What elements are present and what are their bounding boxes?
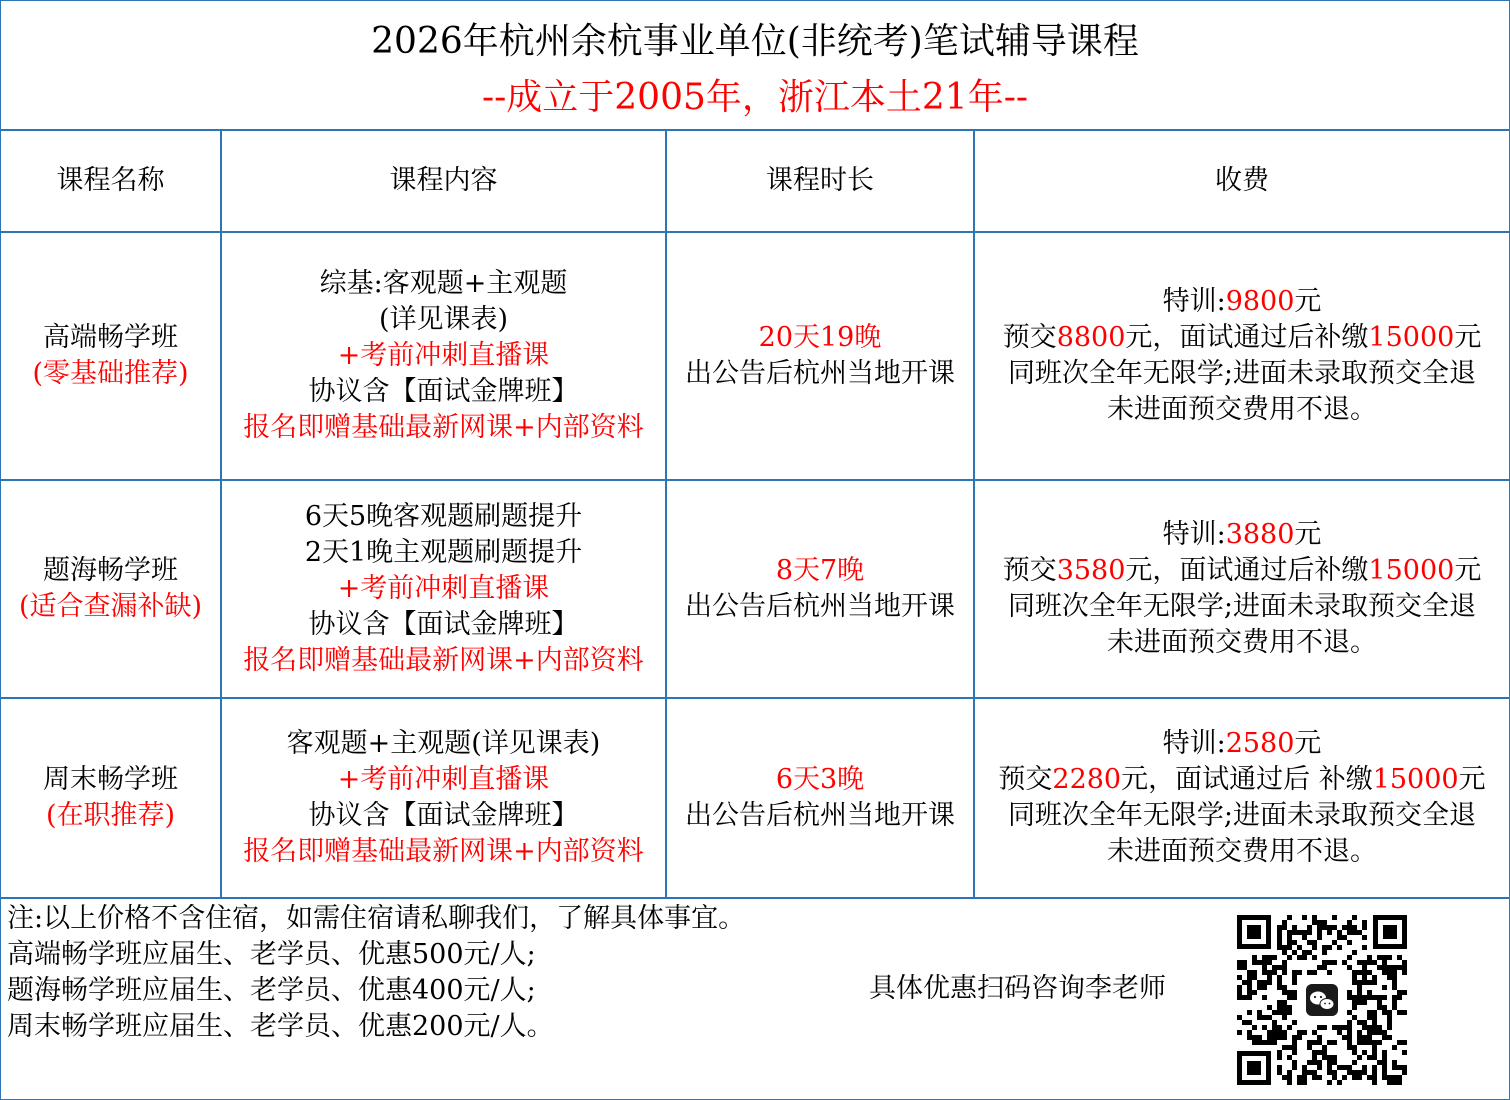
discount-note: 周末畅学班应届生、老学员、优惠200元/人。 (7, 1011, 554, 1042)
fee-unit: 元 (1294, 286, 1322, 317)
course-duration-cell (667, 481, 973, 697)
course-content-cell (222, 481, 665, 697)
prepay-line (1003, 553, 1482, 589)
course-fee-cell (975, 233, 1509, 479)
course-name: 题海畅学班 (43, 555, 178, 586)
course-name: 高端畅学班 (43, 322, 178, 353)
content-line: 报名即赠基础最新网课+内部资料 (243, 836, 644, 867)
refund-line: 同班次全年无限学;进面未录取预交全退 (1007, 591, 1477, 622)
prepay-line (998, 762, 1485, 798)
content-line: 6天5晚客观题刷题提升 (304, 501, 583, 532)
fee-price: 3880 (1225, 519, 1295, 550)
content-line: 报名即赠基础最新网课+内部资料 (243, 645, 644, 676)
fee-unit: 元 (1294, 519, 1322, 550)
divider (1, 897, 1509, 899)
fee-price: 2580 (1225, 728, 1295, 759)
fee-label: 特训: (1162, 519, 1226, 550)
duration: 8天7晚 (775, 555, 865, 586)
prepay-label: 预交 (998, 764, 1053, 795)
fee-label: 特训: (1162, 286, 1226, 317)
extra-price: 15000 (1372, 764, 1459, 795)
extra-unit: 元 (1458, 764, 1486, 795)
course-duration-cell (667, 699, 973, 897)
content-line: +考前冲刺直播课 (337, 764, 550, 795)
course-duration-cell (667, 233, 973, 479)
course-tag: (在职推荐) (45, 800, 176, 831)
duration-note: 出公告后杭州当地开课 (685, 358, 955, 389)
header (1, 1, 1509, 129)
refund-note: 未进面预交费用不退。 (1107, 627, 1377, 658)
refund-line: 同班次全年无限学;进面未录取预交全退 (1007, 800, 1477, 831)
course-name-cell (1, 699, 220, 897)
prepay-line (1003, 320, 1482, 356)
content-line: 客观题+主观题(详见课表) (286, 728, 601, 759)
column-header-content: 课程内容 (389, 165, 498, 196)
fee-label: 特训: (1162, 728, 1226, 759)
prepay-mid: 元，面试通过后 补缴 (1121, 764, 1373, 795)
content-line: 综基:客观题+主观题 (319, 268, 568, 299)
prepay-label: 预交 (1002, 322, 1057, 353)
extra-price: 15000 (1368, 555, 1455, 586)
course-fee-cell (975, 699, 1509, 897)
fee-line (1163, 284, 1322, 320)
prepay-mid: 元，面试通过后补缴 (1125, 555, 1369, 586)
content-line: 协议含【面试金牌班】 (308, 800, 579, 831)
fee-price: 9800 (1225, 286, 1295, 317)
prepay-price: 3580 (1056, 555, 1126, 586)
page-title: 2026年杭州余杭事业单位(非统考)笔试辅导课程 (371, 21, 1139, 62)
column-header-fee: 收费 (1215, 165, 1269, 196)
column-header-name: 课程名称 (56, 165, 165, 196)
course-name: 周末畅学班 (43, 764, 178, 795)
course-tag: (适合查漏补缺) (18, 591, 203, 622)
content-line: (详见课表) (378, 304, 509, 335)
prepay-mid: 元，面试通过后补缴 (1125, 322, 1369, 353)
fee-line (1163, 517, 1322, 553)
duration: 6天3晚 (775, 764, 865, 795)
prepay-price: 2280 (1052, 764, 1122, 795)
course-tag: (零基础推荐) (32, 358, 189, 389)
course-content-cell (222, 699, 665, 897)
content-line: +考前冲刺直播课 (337, 573, 550, 604)
content-line: 2天1晚主观题刷题提升 (304, 537, 583, 568)
refund-note: 未进面预交费用不退。 (1107, 836, 1377, 867)
extra-unit: 元 (1454, 555, 1482, 586)
qr-code[interactable] (1237, 915, 1407, 1085)
accommodation-note: 注:以上价格不含住宿，如需住宿请私聊我们，了解具体事宜。 (7, 903, 746, 934)
duration: 20天19晚 (758, 322, 882, 353)
course-fee-cell (975, 481, 1509, 697)
content-line: 协议含【面试金牌班】 (308, 609, 579, 640)
prepay-price: 8800 (1056, 322, 1126, 353)
content-line: 报名即赠基础最新网课+内部资料 (243, 412, 644, 443)
course-name-cell (1, 481, 220, 697)
fee-unit: 元 (1294, 728, 1322, 759)
content-line: +考前冲刺直播课 (337, 340, 550, 371)
content-line: 协议含【面试金牌班】 (308, 376, 579, 407)
course-name-cell (1, 233, 220, 479)
refund-note: 未进面预交费用不退。 (1107, 394, 1377, 425)
duration-note: 出公告后杭州当地开课 (685, 800, 955, 831)
extra-price: 15000 (1368, 322, 1455, 353)
extra-unit: 元 (1454, 322, 1482, 353)
wechat-icon (1303, 981, 1341, 1019)
discount-note: 题海畅学班应届生、老学员、优惠400元/人; (7, 975, 536, 1006)
column-header-duration: 课程时长 (766, 165, 874, 196)
duration-note: 出公告后杭州当地开课 (685, 591, 955, 622)
prepay-label: 预交 (1002, 555, 1057, 586)
refund-line: 同班次全年无限学;进面未录取预交全退 (1007, 358, 1477, 389)
discount-note: 高端畅学班应届生、老学员、优惠500元/人; (7, 939, 536, 970)
qr-caption: 具体优惠扫码咨询李老师 (869, 973, 1166, 1004)
course-content-cell (222, 233, 665, 479)
fee-line (1163, 726, 1322, 762)
page-subtitle: --成立于2005年，浙江本土21年-- (481, 77, 1029, 118)
